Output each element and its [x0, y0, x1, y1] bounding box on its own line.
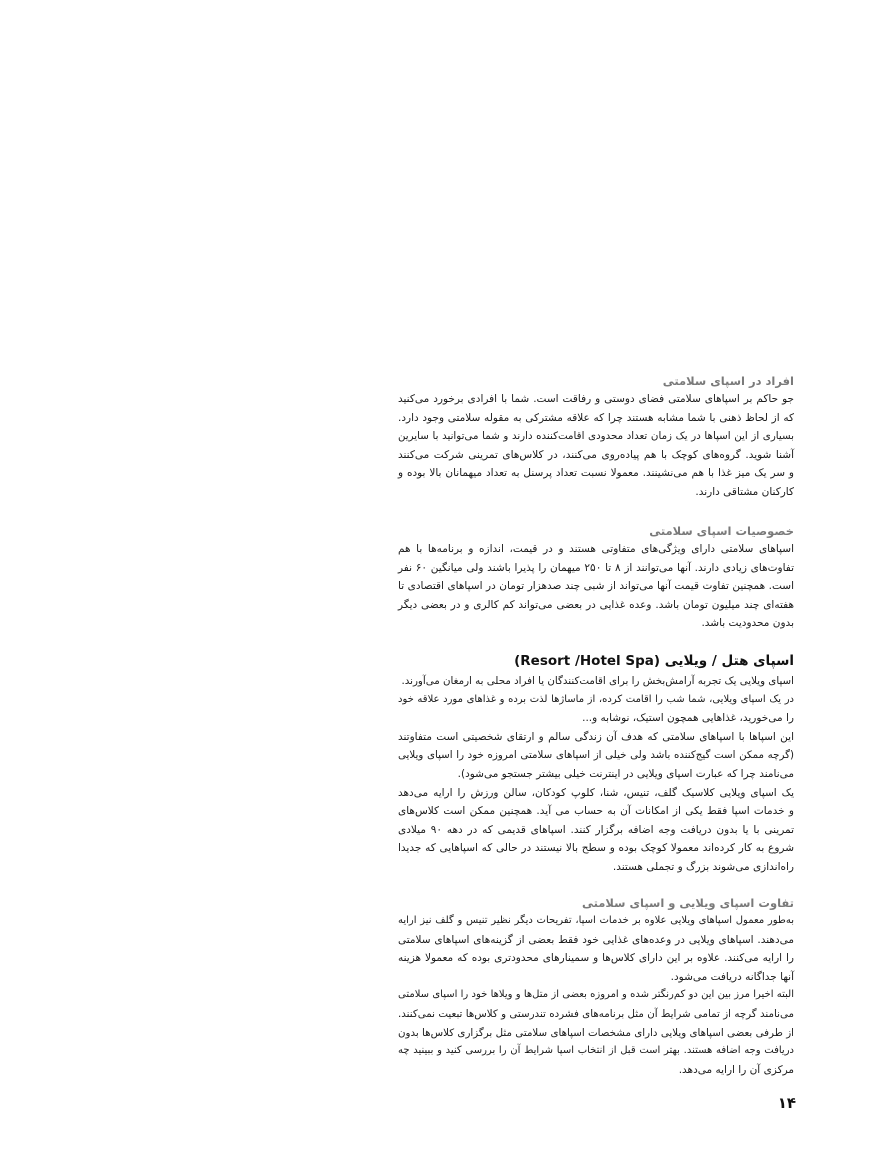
text-line: اسپاهای سلامتی دارای ویژگی‌های متفاوتی هستند و در قیمت، اندازه و برنامه‌ها با هم — [398, 543, 794, 555]
text-line: تمرینی با یا بدون دریافت وجه اضافه برگزار کنند. اسپاهای قدیمی که در دهه ۹۰ میلادی — [398, 823, 794, 836]
page-number: ۱۴ — [777, 1094, 796, 1112]
section-resort-vs-wellness-spa — [398, 894, 794, 1079]
text-line: جو حاکم بر اسپاهای سلامتی فضای دوستی و رفاقت است. شما با افرادی برخورد می‌کنید — [398, 393, 794, 405]
text-line: می‌نامند گرچه از تمامی شرایط آن مثل برنامه‌های فشرده تندرستی و کلاس‌ها تبعیت نمی‌کنند. — [398, 1007, 794, 1020]
section-title: تفاوت اسپای ویلایی و اسپای سلامتی — [581, 896, 794, 910]
text-line: می‌نامند چرا که عبارت اسپای ویلایی در اینترنت خیلی بیشتر جستجو می‌شود). — [457, 767, 794, 780]
text-line: راه‌اندازی می‌شوند بزرگ و تجملی هستند. — [612, 860, 794, 873]
section-title: افراد در اسپای سلامتی — [662, 374, 794, 388]
section-people-in-wellness-spa — [398, 372, 794, 502]
text-line: آنها جداگانه دریافت می‌شود. — [670, 970, 794, 983]
text-line: را می‌خورید، غذاهایی همچون استیک، نوشابه و... — [582, 712, 794, 725]
text-line: بدون محدودیت باشد. — [701, 617, 794, 630]
text-line: بسیاری از این اسپاها در یک زمان تعداد محدودی اقامت‌کننده دارند و شما می‌توانید با سایرین — [398, 430, 794, 443]
text-line: را ارایه می‌کنند. علاوه بر این دارای کلاس‌ها و سمینارهای محدودتری بوده که معمولا هزینه — [398, 952, 794, 965]
paragraph — [398, 672, 794, 877]
text-line: شروع به کار کرده‌اند معمولا کوچک بوده و سطح بالا نیستند در حالی که اسپاهایی که جدیدا — [398, 842, 794, 855]
section-title: خصوصیات اسپای سلامتی — [649, 524, 794, 538]
text-line: یک اسپای ویلایی کلاسیک گلف، تنیس، شنا، کلوپ کودکان، سالن ورزش را ارایه می‌دهد — [398, 786, 794, 799]
text-line: تفاوت‌های زیادی دارند. آنها می‌توانند از ۸ تا ۲۵۰ میهمان را پذیرا باشند ولی میانگین ۶۰ نفر — [398, 561, 795, 574]
section-resort-hotel-spa — [398, 651, 794, 877]
text-line: و سر یک میز غذا با هم می‌نشینند. معمولا نسبت تعداد پرسنل به تعداد میهمانان بالا بوده و — [398, 467, 794, 480]
text-line: است. همچنین تفاوت قیمت آنها می‌تواند از شبی چند صدهزار تومان در اسپاهای اقتصادی تا — [398, 580, 794, 593]
text-line: که از لحاظ ذهنی با شما مشابه هستند چرا که علاقه مشترکی به مقوله سلامتی وجود دارد. — [398, 411, 794, 424]
text-line: در یک اسپای ویلایی، شما شب را اقامت کرده، از ماساژها لذت برده و غذاهای مورد علاقه خود — [398, 693, 794, 705]
text-line: از طرفی بعضی اسپاهای ویلایی دارای مشخصات اسپاهای سلامتی مثل برگزاری کلاس‌ها بدون — [398, 1026, 794, 1039]
text-line: می‌دهند. اسپاهای ویلایی در وعده‌های غذایی خود فقط بعضی از گزینه‌های اسپاهای سلامتی — [398, 933, 794, 946]
paragraph — [398, 912, 794, 1079]
paragraph — [398, 540, 794, 633]
text-line: آشنا شوید. گروه‌های کوچک با هم پیاده‌روی می‌کنند، در کلاس‌های تمرینی شرکت می‌کنند — [398, 448, 794, 461]
text-line: هفته‌ای چند میلیون تومان باشد. وعده غذایی در بعضی می‌تواند کم کالری و در بعضی دیگر — [398, 598, 794, 611]
text-line: البته اخیرا مرز بین این دو کم‌رنگتر شده و امروزه بعضی از متل‌ها و ویلاها خود را اسپای سلامتی — [398, 989, 794, 1001]
text-line: اسپای ویلایی یک تجربه آرامش‌بخش را برای اقامت‌کنندگان یا افراد محلی به ارمغان می‌آورند. — [401, 675, 794, 687]
text-line: این اسپاها با اسپاهای سلامتی که هدف آن زندگی سالم و ارتقای شخصیتی است متفاوتند — [398, 730, 794, 743]
text-line: مرکزی آن را ارایه می‌دهد. — [678, 1063, 794, 1076]
section-wellness-spa-features — [398, 522, 794, 633]
text-line: و خدمات اسپا فقط یکی از امکانات آن به حساب می آید. همچنین ممکن است کلاس‌های — [398, 805, 794, 818]
text-line: دریافت وجه اضافه هستند. بهتر است قبل از انتخاب اسپا شرایط آن را بررسی کنید و ببینید چه — [398, 1045, 794, 1057]
text-line: کارکنان مشتاقی دارند. — [695, 485, 794, 498]
section-heading: اسپای هتل / ویلایی (Resort /Hotel Spa) — [514, 653, 794, 669]
paragraph — [398, 390, 794, 502]
text-line: (گرچه ممکن است گیج‌کننده باشد ولی خیلی از اسپاهای سلامتی امروزه خود را اسپای ویلایی — [398, 749, 794, 762]
text-line: به‌طور معمول اسپاهای ویلایی علاوه بر خدمات اسپا، تفریحات دیگر نظیر تنیس و گلف نیز ارایه — [398, 915, 794, 926]
